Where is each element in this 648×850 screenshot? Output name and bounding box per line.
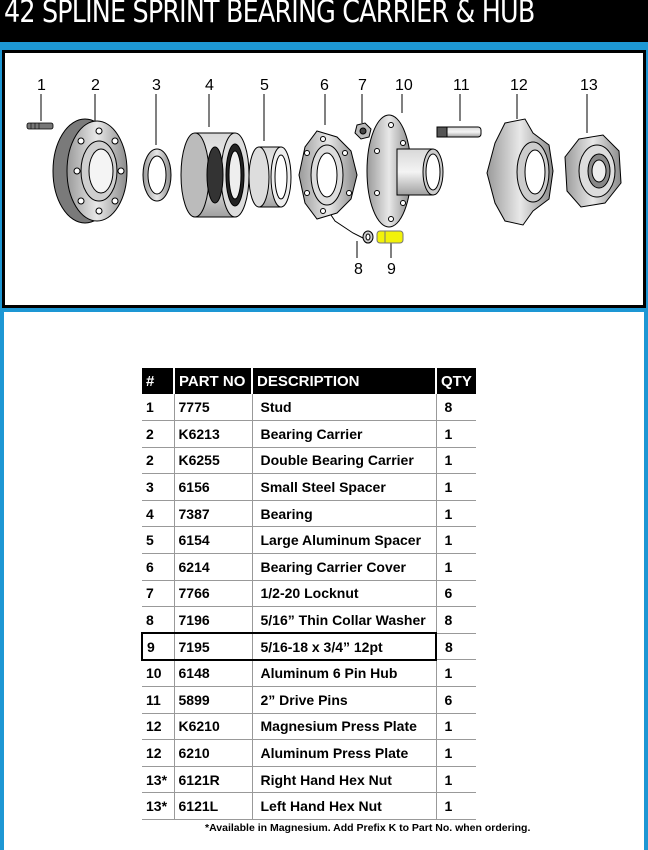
callout-3: 3 <box>152 77 161 94</box>
col-header-num: # <box>142 368 174 394</box>
part-description: 1/2-20 Locknut <box>252 580 436 607</box>
table-row <box>142 740 476 767</box>
part-quantity: 8 <box>436 394 476 421</box>
part-description: Right Hand Hex Nut <box>252 766 436 793</box>
part-description: Stud <box>252 394 436 421</box>
part-quantity: 1 <box>436 421 476 448</box>
part-description: Aluminum Press Plate <box>252 740 436 767</box>
part-number: 6214 <box>174 554 252 581</box>
row-number: 7 <box>142 580 174 607</box>
table-row <box>142 554 476 581</box>
section-divider <box>0 308 648 312</box>
hub-part <box>367 115 443 227</box>
footnote: *Available in Magnesium. Add Prefix K to Part No. when ordering. <box>205 822 531 834</box>
row-number: 11 <box>142 687 174 714</box>
table-row <box>142 421 476 448</box>
row-number: 13* <box>142 793 174 820</box>
press-plate-part <box>487 119 553 225</box>
collar-washer-part <box>363 231 373 243</box>
exploded-view-svg <box>5 53 643 305</box>
col-header-part: PART NO <box>174 368 252 394</box>
callout-2: 2 <box>91 77 100 94</box>
row-number: 12 <box>142 713 174 740</box>
part-number: K6210 <box>174 713 252 740</box>
part-description: Small Steel Spacer <box>252 474 436 501</box>
callout-9: 9 <box>387 261 396 278</box>
row-number: 8 <box>142 607 174 634</box>
part-description: Bearing <box>252 500 436 527</box>
drive-pin-part <box>437 127 481 137</box>
table-row <box>142 633 476 660</box>
table-row <box>142 687 476 714</box>
bearing-part <box>181 133 249 217</box>
part-number: 7775 <box>174 394 252 421</box>
row-number: 2 <box>142 447 174 474</box>
row-number: 13* <box>142 766 174 793</box>
part-description: Bearing Carrier <box>252 421 436 448</box>
row-number: 5 <box>142 527 174 554</box>
callout-4: 4 <box>205 77 214 94</box>
part-number: 7196 <box>174 607 252 634</box>
part-quantity: 1 <box>436 447 476 474</box>
part-quantity: 1 <box>436 713 476 740</box>
part-number: 7387 <box>174 500 252 527</box>
row-number: 10 <box>142 660 174 687</box>
part-quantity: 1 <box>436 660 476 687</box>
callout-8: 8 <box>354 261 363 278</box>
part-quantity: 1 <box>436 740 476 767</box>
part-number: K6213 <box>174 421 252 448</box>
part-number: K6255 <box>174 447 252 474</box>
table-row <box>142 607 476 634</box>
col-header-qty: QTY <box>436 368 476 394</box>
part-description: 5/16-18 x 3/4” 12pt <box>252 633 436 660</box>
row-number: 6 <box>142 554 174 581</box>
part-quantity: 1 <box>436 554 476 581</box>
table-header-row <box>142 368 476 394</box>
row-number: 3 <box>142 474 174 501</box>
callout-11: 11 <box>453 77 470 94</box>
row-number: 4 <box>142 500 174 527</box>
callout-1: 1 <box>37 77 46 94</box>
table-row <box>142 447 476 474</box>
exploded-diagram <box>2 50 646 308</box>
table-row <box>142 793 476 820</box>
part-number: 7766 <box>174 580 252 607</box>
table-row <box>142 394 476 421</box>
part-quantity: 6 <box>436 687 476 714</box>
locknut-part <box>355 123 371 139</box>
part-description: 5/16” Thin Collar Washer <box>252 607 436 634</box>
table-row <box>142 527 476 554</box>
part-quantity: 1 <box>436 474 476 501</box>
part-description: Double Bearing Carrier <box>252 447 436 474</box>
large-spacer-part <box>249 147 291 207</box>
bolt-12pt-part <box>377 231 403 243</box>
part-number: 6210 <box>174 740 252 767</box>
stud-part <box>27 123 53 129</box>
callout-12: 12 <box>510 77 528 94</box>
row-number: 1 <box>142 394 174 421</box>
part-number: 7195 <box>174 633 252 660</box>
part-number: 6121R <box>174 766 252 793</box>
parts-table <box>141 368 476 820</box>
row-number: 12 <box>142 740 174 767</box>
part-quantity: 1 <box>436 527 476 554</box>
callout-6: 6 <box>320 77 329 94</box>
part-quantity: 8 <box>436 633 476 660</box>
table-row <box>142 660 476 687</box>
table-row <box>142 713 476 740</box>
part-number: 6154 <box>174 527 252 554</box>
part-description: Magnesium Press Plate <box>252 713 436 740</box>
part-number: 6156 <box>174 474 252 501</box>
small-spacer-part <box>143 149 171 201</box>
part-description: Aluminum 6 Pin Hub <box>252 660 436 687</box>
col-header-desc: DESCRIPTION <box>252 368 436 394</box>
part-description: Large Aluminum Spacer <box>252 527 436 554</box>
title-underline <box>0 42 648 50</box>
table-row <box>142 500 476 527</box>
part-quantity: 1 <box>436 766 476 793</box>
row-number: 2 <box>142 421 174 448</box>
part-number: 6148 <box>174 660 252 687</box>
callout-7: 7 <box>358 77 367 94</box>
part-quantity: 6 <box>436 580 476 607</box>
table-row <box>142 580 476 607</box>
callout-13: 13 <box>580 77 598 94</box>
bearing-carrier-part <box>53 119 127 223</box>
callout-5: 5 <box>260 77 269 94</box>
page-title: 42 SPLINE SPRINT BEARING CARRIER & HUB <box>4 0 535 30</box>
row-number: 9 <box>142 633 174 660</box>
part-description: Left Hand Hex Nut <box>252 793 436 820</box>
part-quantity: 8 <box>436 607 476 634</box>
table-row <box>142 474 476 501</box>
table-row <box>142 766 476 793</box>
callout-10: 10 <box>395 77 413 94</box>
carrier-cover-part <box>299 131 357 219</box>
parts-table-body <box>142 394 476 820</box>
title-bar <box>0 0 648 42</box>
part-quantity: 1 <box>436 500 476 527</box>
part-number: 5899 <box>174 687 252 714</box>
hex-nut-part <box>565 135 621 207</box>
part-description: 2” Drive Pins <box>252 687 436 714</box>
part-quantity: 1 <box>436 793 476 820</box>
part-number: 6121L <box>174 793 252 820</box>
part-description: Bearing Carrier Cover <box>252 554 436 581</box>
